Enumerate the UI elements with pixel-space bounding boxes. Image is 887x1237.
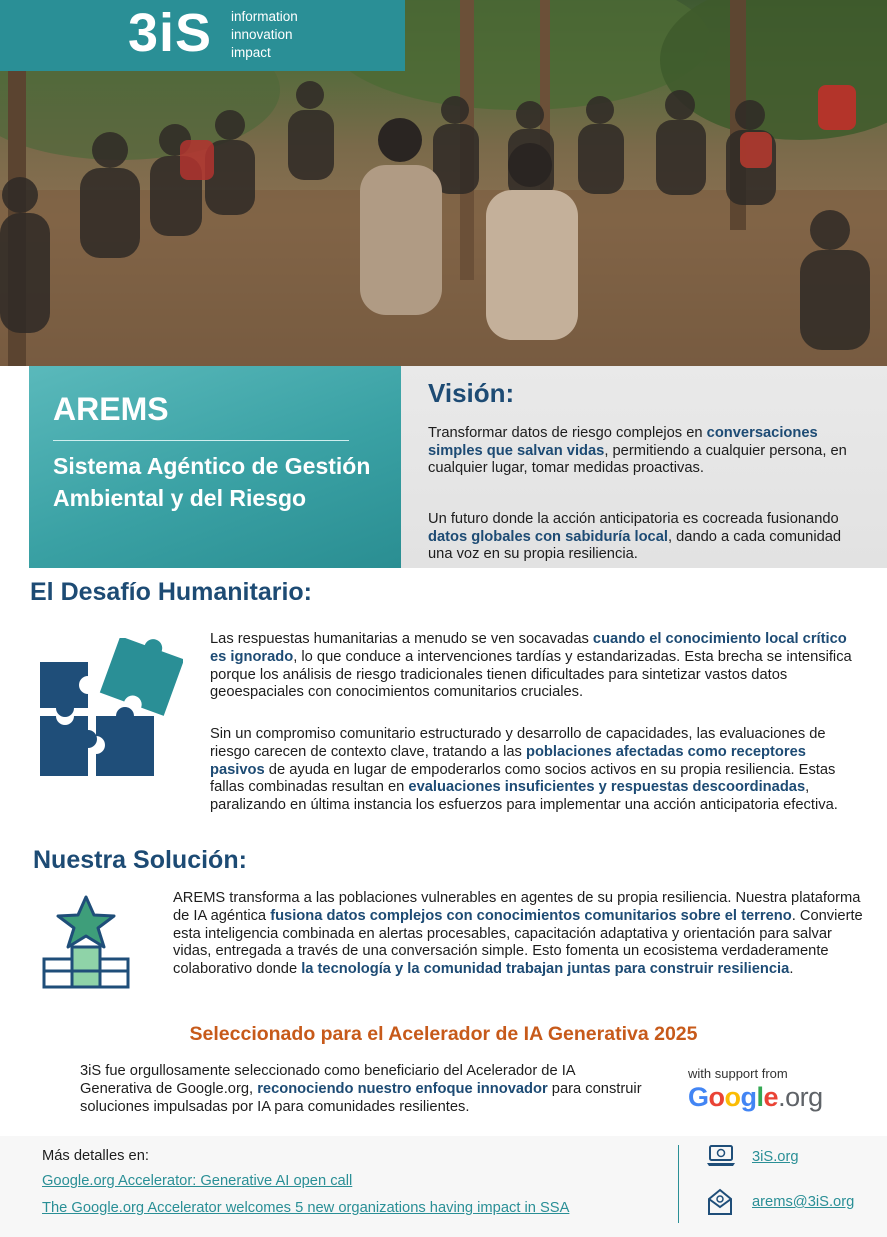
solution-paragraph <box>173 890 863 979</box>
accelerator-text: para construir soluciones impulsadas por IA para comunidades resilientes. <box>80 1080 642 1115</box>
solution-highlight: la tecnología y la comunidad trabajan juntas para construir resiliencia <box>301 961 790 978</box>
vision-highlight: datos globales con sabiduría local <box>428 528 668 545</box>
accelerator-text: 3iS fue orgullosamente seleccionado como beneficiario del Acelerador de IA Generativa de Google.org, <box>80 1063 575 1097</box>
solution-text: . <box>789 961 794 978</box>
link-open-call[interactable]: Google.org Accelerator: Generative AI open call <box>42 1173 353 1189</box>
challenge-highlight: poblaciones afectadas como receptores pasivos <box>210 743 806 778</box>
vision-text: , dando a cada comunidad una voz en su propia resiliencia. <box>428 528 842 562</box>
challenge-text: Las respuestas humanitarias a menudo se ven socavadas <box>210 631 593 647</box>
challenge-title: El Desafío Humanitario: <box>30 578 312 606</box>
solution-text: AREMS transforma a las poblaciones vulnerables en agentes de su propia resiliencia. Nuestra plataforma de IA agéntica <box>173 890 861 924</box>
google-org-logo: Google.org <box>688 1082 823 1112</box>
more-details-label: Más detalles en: <box>42 1148 149 1164</box>
vision-paragraph-1 <box>428 425 868 478</box>
email-icon <box>707 1188 733 1221</box>
challenge-paragraph-2 <box>210 726 862 815</box>
challenge-highlight: cuando el conocimiento local crítico es ignorado <box>210 631 847 665</box>
solution-text: . Convierte esta inteligencia combinada en alertas procesables, capacitación adaptativa y orientación para salvar vidas, entregada a través de una conversación simple. Esto fomenta un ecosistema verdaderamente colaborativo donde <box>173 907 863 978</box>
brand-tagline: information innovation impact <box>231 9 298 60</box>
puzzle-icon <box>38 638 183 785</box>
card-title: AREMS <box>53 391 169 427</box>
challenge-text: Sin un compromiso comunitario estructurado y desarrollo de capacidades, las evaluaciones de riesgo carecen de contexto clave, tratando a las <box>210 726 826 760</box>
vision-paragraph-2 <box>428 511 868 564</box>
link-new-organizations[interactable]: The Google.org Accelerator welcomes 5 new organizations having impact in SSA <box>42 1200 570 1216</box>
vision-text: Un futuro donde la acción anticipatoria es cocreada fusionando <box>428 511 839 527</box>
card-subtitle: Sistema Agéntico de Gestión Ambiental y del Riesgo <box>53 453 371 511</box>
vision-title: Visión: <box>428 378 515 408</box>
brand-logo: 3iS <box>128 3 213 63</box>
card-divider <box>53 440 349 441</box>
vision-text: Transformar datos de riesgo complejos en <box>428 425 707 441</box>
support-label: with support from <box>688 1066 788 1081</box>
vision-highlight: conversaciones simples que salvan vidas <box>428 425 818 459</box>
solution-title: Nuestra Solución: <box>33 846 247 874</box>
challenge-text: de ayuda en lugar de empoderarlos como socios activos en su propia resiliencia. Estas fallas combinadas resultan en <box>210 761 836 796</box>
accelerator-title: Seleccionado para el Acelerador de IA Generativa 2025 <box>189 1023 698 1045</box>
solution-highlight: fusiona datos complejos con conocimientos comunitarios sobre el terreno <box>270 907 792 924</box>
star-podium-icon <box>40 895 132 996</box>
email-link[interactable]: arems@3iS.org <box>752 1194 855 1210</box>
accelerator-paragraph <box>80 1063 645 1116</box>
website-link[interactable]: 3iS.org <box>752 1149 799 1165</box>
laptop-icon <box>706 1145 736 1172</box>
challenge-text: , paralizando en última instancia los esfuerzos para implementar una acción anticipatoria efectiva. <box>210 779 838 814</box>
accelerator-highlight: reconociendo nuestro enfoque innovador <box>257 1080 548 1097</box>
challenge-paragraph-1 <box>210 631 862 702</box>
challenge-text: , lo que conduce a intervenciones tardías y estandarizadas. Esta brecha se intensifica porque los análisis de riesgo tradicionales tienen dificultades para sintetizar vastos datos geoespaciales con conocimientos comunitarios cruciales. <box>210 648 852 701</box>
challenge-highlight: evaluaciones insuficientes y respuestas descoordinadas <box>408 779 806 796</box>
vision-text: , permitiendo a cualquier persona, en cualquier lugar, tomar medidas proactivas. <box>428 442 847 476</box>
footer-divider <box>678 1145 679 1223</box>
